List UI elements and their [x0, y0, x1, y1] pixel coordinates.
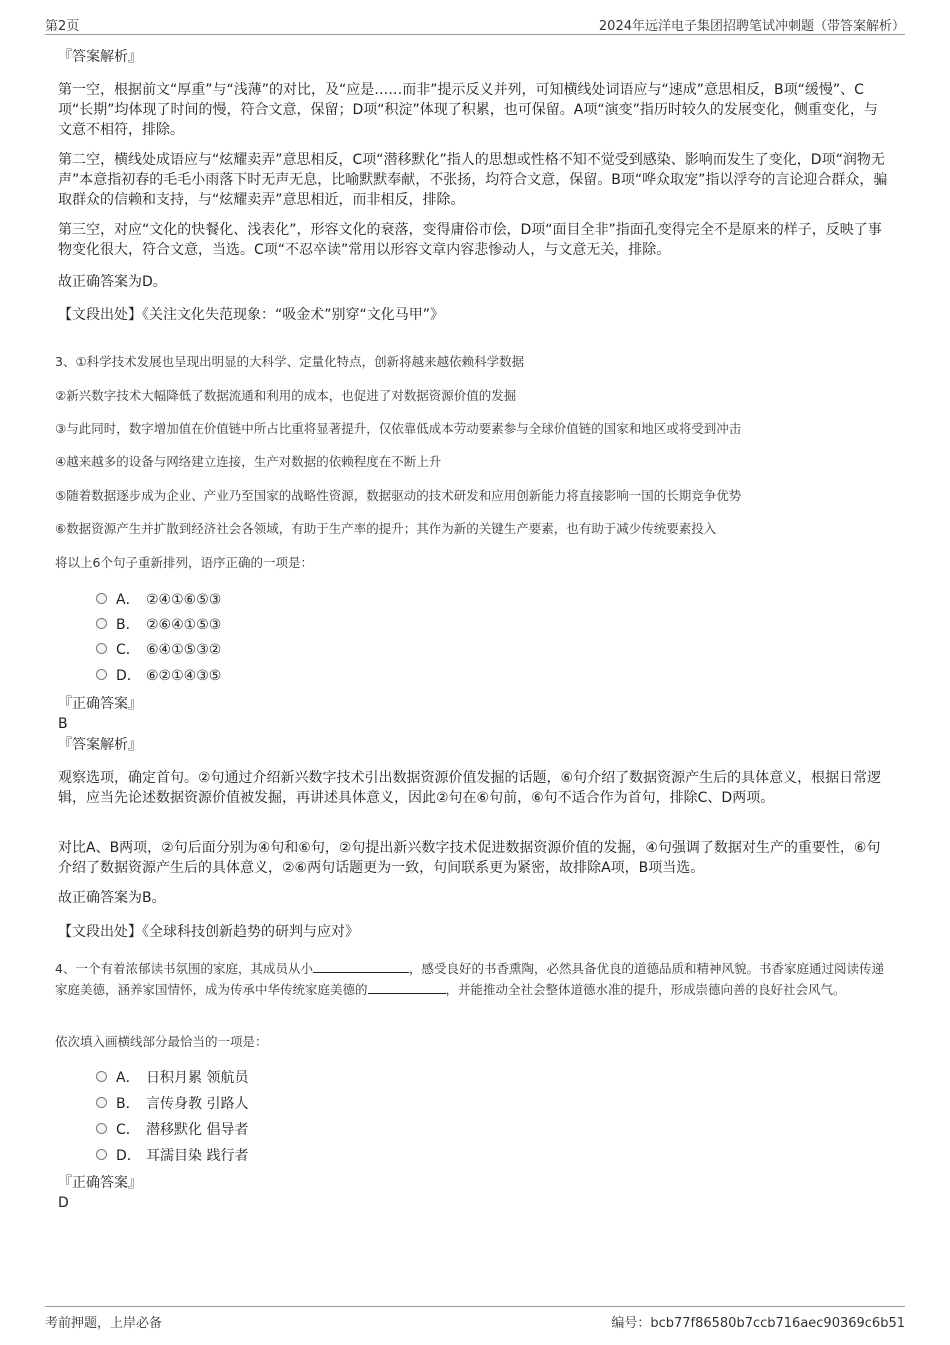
option-a[interactable]: A． ②④①⑥⑤③ — [96, 590, 221, 610]
analysis-paragraph: 第二空，横线处成语应与“炫耀卖弄”意思相反，C项“潜移默化”指人的思想或性格不知不觉受到感染、影响而发生了变化，D项“润物无声”本意指初春的毛毛小雨落下时无声无息，比喻默默奉献，不张扬，均符合文意，保留。B项“哗众取宠”指以浮夸的言论迎合群众，骗取群众的信赖和支持，与“炫耀卖弄”意思相近，而非相反，排除。 — [58, 152, 888, 208]
question-prompt: 将以上6个句子重新排列，语序正确的一项是： — [55, 555, 313, 570]
question-sentence: ⑥数据资源产生并扩散到经济社会各领域，有助于生产率的提升；其作为新的关键生产要素，也有助于减少传统要素投入 — [55, 521, 717, 536]
radio-icon[interactable] — [96, 669, 107, 680]
question-sentence: ④越来越多的设备与网络建立连接，生产对数据的依赖程度在不断上升 — [55, 454, 442, 469]
correct-answer: B — [58, 716, 68, 732]
document-title: 2024年远洋电子集团招聘笔试冲刺题（带答案解析） — [598, 19, 905, 34]
radio-icon[interactable] — [96, 1071, 107, 1082]
radio-icon[interactable] — [96, 593, 107, 604]
answer-label: 『正确答案』 — [58, 696, 142, 712]
source-citation: 【文段出处】《关注文化失范现象：“吸金术”别穿“文化马甲”》 — [58, 307, 445, 323]
conclusion: 故正确答案为B。 — [58, 890, 166, 906]
footer-slogan: 考前押题，上岸必备 — [45, 1316, 163, 1331]
radio-icon[interactable] — [96, 1149, 107, 1160]
analysis-label: 『答案解析』 — [58, 737, 142, 753]
radio-icon[interactable] — [96, 1097, 107, 1108]
page-number: 第2页 — [45, 19, 80, 34]
option-d[interactable]: D． 耳濡目染 践行者 — [96, 1146, 248, 1166]
option-b[interactable]: B． ②⑥④①⑤③ — [96, 615, 221, 635]
option-c[interactable]: C． 潜移默化 倡导者 — [96, 1120, 248, 1140]
conclusion: 故正确答案为D。 — [58, 274, 167, 290]
analysis-paragraph: 对比A、B两项，②句后面分别为④句和⑥句，②句提出新兴数字技术促进数据资源价值的发掘，④句强调了数据对生产的重要性，⑥句介绍了数据资源产生后的具体意义，②⑥两句话题更为一致，句间联系更为紧密，故排除A项，B项当选。 — [58, 840, 881, 876]
radio-icon[interactable] — [96, 1123, 107, 1134]
document-id: 编号：bcb77f86580b7ccb716aec90369c6b51 — [611, 1316, 905, 1331]
answer-label: 『正确答案』 — [58, 1175, 142, 1191]
analysis-label: 『答案解析』 — [58, 49, 142, 65]
analysis-paragraph: 观察选项，确定首句。②句通过介绍新兴数字技术引出数据资源价值发掘的话题，⑥句介绍了数据资源产生后的具体意义，根据日常逻辑，应当先论述数据资源价值被发掘，再讲述具体意义，因此②句在⑥句前，⑥句不适合作为首句，排除C、D两项。 — [58, 770, 882, 806]
analysis-paragraph: 第一空，根据前文“厚重”与“浅薄”的对比，及“应是……而非”提示反义并列，可知横线处词语应与“速成”意思相反，B项“缓慢”、C项“长期”均体现了时间的慢，符合文意，保留；D项“积淀”体现了积累，也可保留。A项“演变”指历时较久的发展变化，侧重变化，与文意不相符，排除。 — [58, 82, 878, 138]
fill-blank — [313, 960, 409, 973]
question-stem: 4、一个有着浓郁读书氛围的家庭，其成员从小 ，感受良好的书香熏陶，必然具备优良的道德品质和精神风貌。书香家庭通过阅读传递家庭美德，涵养家国情怀，成为传承中华传统家庭美德的 ，并能推动全社会整体道德水准的提升，形成崇德向善的良好社会风气。 — [55, 961, 884, 997]
question-sentence: ⑤随着数据逐步成为企业、产业乃至国家的战略性资源，数据驱动的技术研发和应用创新能力将直接影响一国的长期竞争优势 — [55, 488, 742, 503]
option-d[interactable]: D． ⑥②①④③⑤ — [96, 666, 221, 686]
source-citation: 【文段出处】《全球科技创新趋势的研判与应对》 — [58, 924, 359, 940]
question-sentence: ②新兴数字技术大幅降低了数据流通和利用的成本，也促进了对数据资源价值的发掘 — [55, 388, 517, 403]
question-sentence: ③与此同时，数字增加值在价值链中所占比重将显著提升，仅依靠低成本劳动要素参与全球价值链的国家和地区或将受到冲击 — [55, 421, 742, 436]
radio-icon[interactable] — [96, 618, 107, 629]
correct-answer: D — [58, 1195, 69, 1211]
question-prompt: 依次填入画横线部分最恰当的一项是： — [55, 1034, 268, 1049]
page-header — [45, 14, 905, 35]
fill-blank — [368, 981, 446, 994]
page-footer — [45, 1306, 905, 1329]
option-a[interactable]: A． 日积月累 领航员 — [96, 1068, 248, 1088]
question-sentence: 3、①科学技术发展也呈现出明显的大科学、定量化特点，创新将越来越依赖科学数据 — [55, 354, 525, 369]
analysis-paragraph: 第三空，对应“文化的快餐化、浅表化”，形容文化的衰落，变得庸俗市侩，D项“面目全非”指面孔变得完全不是原来的样子，反映了事物变化很大，符合文意，当选。C项“不忍卒读”常用以形容文章内容悲惨动人，与文意无关，排除。 — [58, 222, 882, 258]
option-c[interactable]: C． ⑥④①⑤③② — [96, 640, 221, 660]
radio-icon[interactable] — [96, 643, 107, 654]
option-b[interactable]: B． 言传身教 引路人 — [96, 1094, 248, 1114]
